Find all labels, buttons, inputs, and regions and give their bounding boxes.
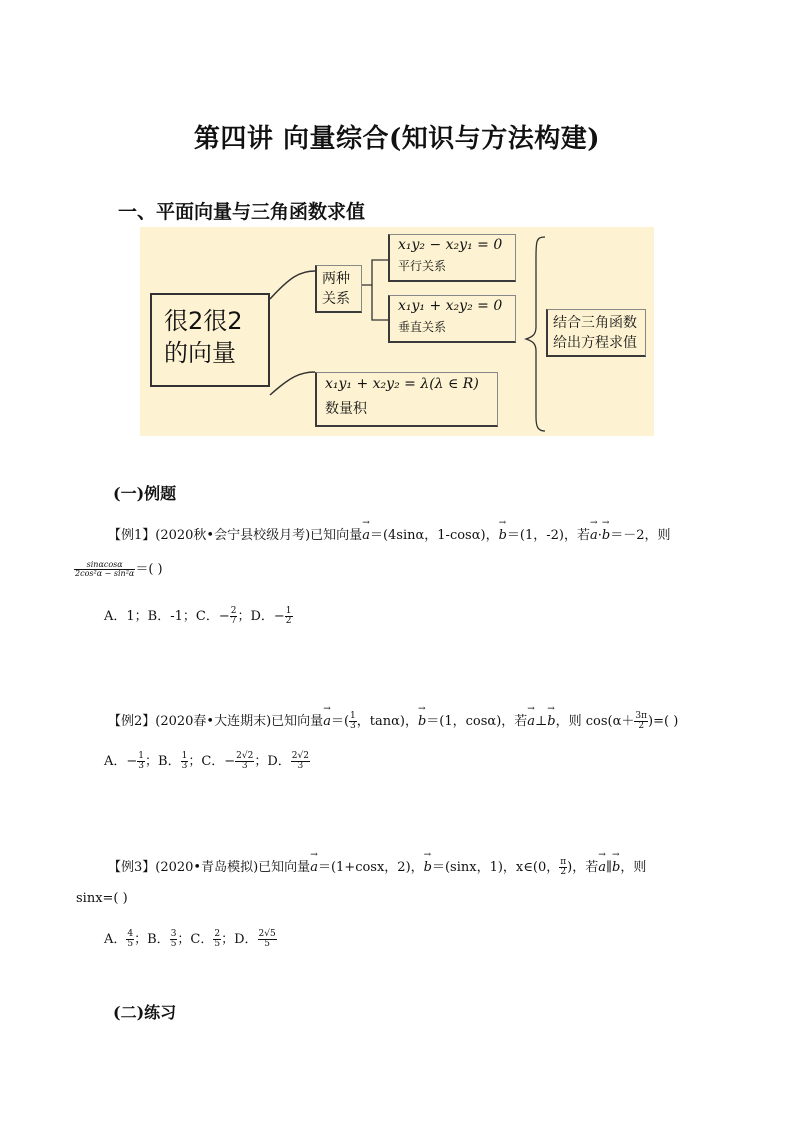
example-3-condition: )，若 <box>567 860 599 875</box>
fraction-numerator: π <box>560 857 567 867</box>
fraction-denominator: 3 <box>181 761 188 771</box>
vector-b-value: ＝(1，-2)，若 <box>506 528 590 543</box>
example-1-expression <box>74 561 135 578</box>
fraction-denominator: 2 <box>638 721 645 731</box>
examples-heading: (一)例题 <box>113 484 177 503</box>
fraction <box>137 752 145 771</box>
main-concept-line2: 的向量 <box>164 339 236 367</box>
parallel-label: 平行关系 <box>398 259 447 273</box>
result-line1: 结合三角函数 <box>553 315 637 331</box>
perpendicular-formula: x₁y₁ + x₂y₂ = 0 <box>398 298 503 314</box>
fraction-numerator: 1 <box>285 606 292 616</box>
dot-product-label: 数量积 <box>325 401 367 417</box>
option-text: A．1；B．-1；C．− <box>104 609 230 624</box>
practice-heading: (二)练习 <box>113 1003 177 1022</box>
option-text: ；C．− <box>188 754 236 769</box>
option-text: ；B． <box>145 754 181 769</box>
example-1-line2 <box>74 558 163 578</box>
two-relations-line2: 关系 <box>322 291 350 307</box>
dot-product-formula: x₁y₁ + x₂y₂ = λ(λ ∈ R) <box>325 376 479 392</box>
example-1-source: (2020秋•会宁县校级月考)已知向量 <box>155 528 363 543</box>
option-d-fraction <box>285 607 293 626</box>
parallel-formula: x₁y₂ − x₂y₁ = 0 <box>398 237 503 253</box>
fraction <box>349 712 357 731</box>
vector-a: → a <box>598 860 606 875</box>
concept-diagram <box>140 227 654 436</box>
example-1-tag: 【例1】 <box>108 528 156 543</box>
main-concept-box <box>150 293 270 387</box>
main-concept-line1: 很2很2 <box>164 307 243 335</box>
option-text: ；D． <box>221 932 258 947</box>
example-1-condition: ＝－2，则 <box>610 528 671 543</box>
page-title: 第四讲 向量综合(知识与方法构建) <box>193 124 601 154</box>
fraction-denominator: 3 <box>297 761 304 771</box>
example-1-options <box>104 605 293 626</box>
two-relations-line1: 两种 <box>322 271 350 287</box>
vector-b: → b <box>547 714 555 729</box>
vector-b: → b <box>418 714 426 729</box>
perpendicular-box <box>388 295 516 343</box>
example-1-blank: ＝( ) <box>135 562 163 577</box>
dot-symbol: · <box>597 528 602 543</box>
fraction-numerator: 3π <box>635 711 648 721</box>
fraction-denominator: 3 <box>138 761 145 771</box>
fraction-denominator: 5 <box>214 939 221 949</box>
fraction <box>291 752 310 771</box>
fraction-numerator: 1 <box>350 711 356 721</box>
fraction-numerator: sinαcosα <box>74 561 135 570</box>
fraction-denominator: 3 <box>350 721 356 731</box>
example-3-options <box>104 928 277 949</box>
vector-a-value: ＝( <box>330 714 350 729</box>
vector-b: → b <box>499 528 507 543</box>
vector-a: → a <box>323 714 331 729</box>
example-2-tag: 【例2】 <box>108 714 156 729</box>
vector-a-value: ，tanα)， <box>356 714 418 729</box>
option-text: ；B． <box>134 932 170 947</box>
option-text: ；D． <box>254 754 291 769</box>
vector-a: → a <box>362 528 370 543</box>
example-3-line2: sinx=( ) <box>76 891 128 906</box>
fraction <box>213 930 221 949</box>
option-text: ；D．− <box>237 609 285 624</box>
vector-a-value: ＝(1+cosx，2)， <box>317 860 424 875</box>
fraction-denominator: 2cos²α − sin²α <box>75 569 135 578</box>
fraction-denominator: 5 <box>127 939 134 949</box>
fraction-denominator: 7 <box>230 616 237 626</box>
fraction-denominator: 2 <box>560 867 567 877</box>
fraction <box>258 930 277 949</box>
vector-a: → a <box>590 528 598 543</box>
fraction <box>559 858 567 877</box>
perpendicular-label: 垂直关系 <box>398 320 447 334</box>
parallel-box <box>388 234 516 282</box>
example-2-condition: ，则 cos(α＋ <box>555 714 635 729</box>
perpendicular-symbol: ⊥ <box>535 714 548 729</box>
fraction <box>634 712 648 731</box>
option-text: ；C． <box>177 932 214 947</box>
fraction-numerator: 1 <box>181 751 188 761</box>
example-3-tail: ，则 <box>620 860 647 875</box>
dot-product-box <box>315 372 498 427</box>
fraction <box>126 930 134 949</box>
vector-b-value: ＝(1，cosα)，若 <box>426 714 528 729</box>
example-2-source: (2020春•大连期末)已知向量 <box>155 714 324 729</box>
fraction-numerator: 2 <box>214 929 221 939</box>
example-3-source: (2020•青岛模拟)已知向量 <box>155 860 311 875</box>
fraction-numerator: 4 <box>127 929 134 939</box>
fraction-numerator: 2√2 <box>291 751 309 761</box>
vector-b: → b <box>602 528 610 543</box>
example-3-line1 <box>108 856 646 877</box>
fraction-denominator: 5 <box>264 939 270 949</box>
example-2-line1 <box>108 710 678 731</box>
parallel-symbol: ∥ <box>606 860 613 875</box>
fraction-numerator: 2√5 <box>258 929 276 939</box>
fraction-denominator: 3 <box>241 761 248 771</box>
fraction-numerator: 3 <box>170 929 177 939</box>
vector-a: → a <box>527 714 535 729</box>
option-text: A． <box>104 932 127 947</box>
fraction-denominator: 2 <box>285 616 292 626</box>
fraction <box>235 752 254 771</box>
fraction-numerator: 2√2 <box>236 751 254 761</box>
vector-a: → a <box>310 860 318 875</box>
fraction-numerator: 1 <box>138 751 145 761</box>
two-relations-box <box>315 265 362 313</box>
vector-a-value: ＝(4sinα，1-cosα)， <box>369 528 499 543</box>
result-box <box>546 309 646 357</box>
option-text: A．− <box>104 754 138 769</box>
vector-b: → b <box>612 860 620 875</box>
section-heading: 一、平面向量与三角函数求值 <box>118 201 366 223</box>
result-line2: 给出方程求值 <box>553 335 637 351</box>
example-2-options <box>104 750 310 771</box>
example-2-blank: )=( ) <box>648 714 679 729</box>
example-1-line1 <box>108 524 671 543</box>
fraction-numerator: 2 <box>230 606 237 616</box>
fraction-denominator: 5 <box>170 939 177 949</box>
vector-b: → b <box>424 860 432 875</box>
example-3-tag: 【例3】 <box>108 860 156 875</box>
vector-b-value: ＝(sinx，1)，x∈(0， <box>431 860 560 875</box>
